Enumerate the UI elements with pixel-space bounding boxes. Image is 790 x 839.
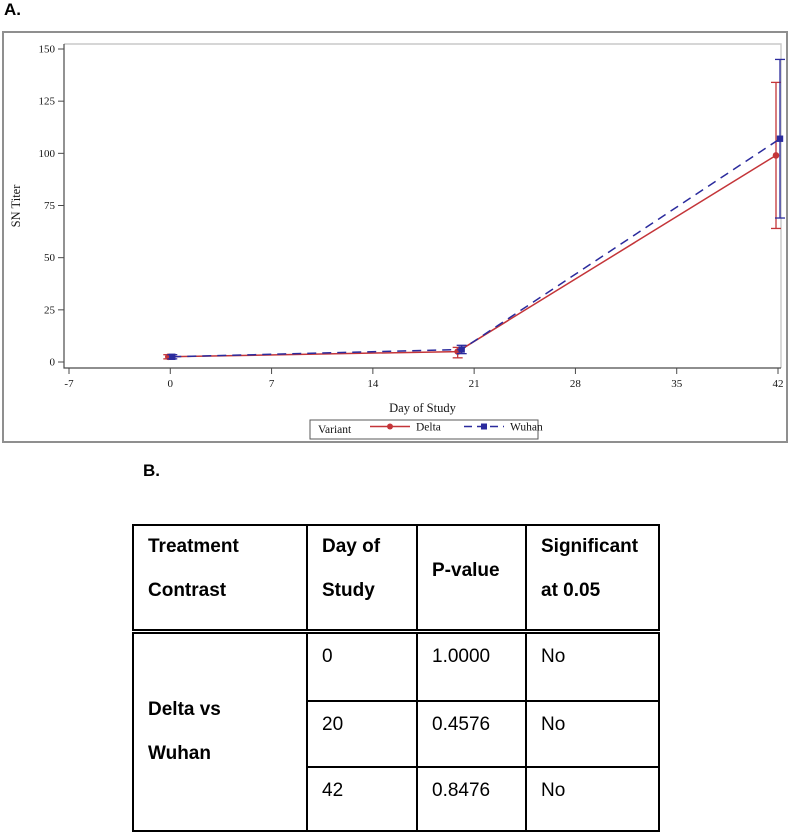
- panel-b-label: B.: [143, 461, 160, 480]
- y-tick-label: 125: [38, 95, 55, 108]
- x-tick-label: 7: [268, 378, 275, 390]
- y-tick-label: 25: [44, 304, 55, 317]
- header-treatment-contrast: [133, 525, 307, 631]
- x-tick-label: 14: [367, 378, 379, 390]
- significant-cell: No: [526, 767, 659, 831]
- data-point: [773, 152, 780, 159]
- data-point: [458, 346, 464, 352]
- series-line: [172, 139, 780, 357]
- x-tick-label: -7: [64, 378, 74, 390]
- stats-table: [132, 524, 660, 832]
- p-value-cell: 0.8476: [417, 767, 526, 831]
- x-tick-label: 28: [569, 378, 581, 390]
- legend-swatch-marker: [387, 424, 393, 430]
- data-point: [169, 354, 175, 360]
- y-axis: [39, 44, 65, 369]
- y-tick-label: 75: [44, 200, 55, 212]
- header-day-of-study: [307, 525, 417, 631]
- header-line: P-value: [432, 560, 500, 581]
- legend-entry-label: Wuhan: [510, 421, 543, 434]
- chart-panel: [2, 31, 788, 443]
- day-cell: 20: [307, 701, 417, 767]
- x-tick-label: 35: [671, 378, 683, 390]
- header-line: at 0.05: [541, 580, 601, 601]
- series-wuhan: [167, 59, 785, 360]
- header-line: Day of: [322, 536, 381, 557]
- day-cell: 42: [307, 767, 417, 831]
- data-point: [777, 136, 783, 142]
- x-tick-label: 42: [772, 378, 784, 390]
- plot-wall: [64, 44, 781, 368]
- series-line: [168, 155, 776, 356]
- x-tick-label: 0: [167, 378, 174, 390]
- group-cell: [133, 631, 307, 831]
- header-line: Treatment: [148, 536, 239, 557]
- y-tick-label: 150: [38, 43, 55, 56]
- day-cell: 0: [307, 631, 417, 701]
- p-value-cell: 0.4576: [417, 701, 526, 767]
- y-tick-label: 0: [49, 356, 55, 369]
- significant-cell: No: [526, 631, 659, 701]
- legend-title: Variant: [318, 424, 352, 436]
- header-row: [133, 525, 659, 631]
- header-line: Study: [322, 580, 375, 601]
- group-label-line: Delta vs: [148, 698, 221, 720]
- y-tick-label: 100: [38, 147, 55, 160]
- x-axis: [64, 368, 783, 390]
- group-label-line: Wuhan: [148, 742, 211, 764]
- x-axis-title: Day of Study: [389, 401, 456, 415]
- table-row: [133, 631, 659, 701]
- significant-cell: No: [526, 701, 659, 767]
- y-tick-label: 50: [44, 252, 55, 265]
- y-axis-title: SN Titer: [9, 184, 23, 228]
- header-line: Significant: [541, 536, 639, 557]
- panel-a-label: A.: [4, 0, 21, 19]
- x-tick-label: 21: [468, 378, 480, 390]
- sn-titer-chart: [4, 33, 786, 441]
- p-value-cell: 1.0000: [417, 631, 526, 701]
- legend-entry-label: Delta: [416, 421, 441, 434]
- axes: [64, 44, 781, 368]
- header-line: Contrast: [148, 580, 227, 601]
- legend: [310, 420, 543, 439]
- legend-swatch-marker: [481, 424, 487, 430]
- series-delta: [163, 82, 781, 360]
- header-significant: [526, 525, 659, 631]
- header-p-value: [417, 525, 526, 631]
